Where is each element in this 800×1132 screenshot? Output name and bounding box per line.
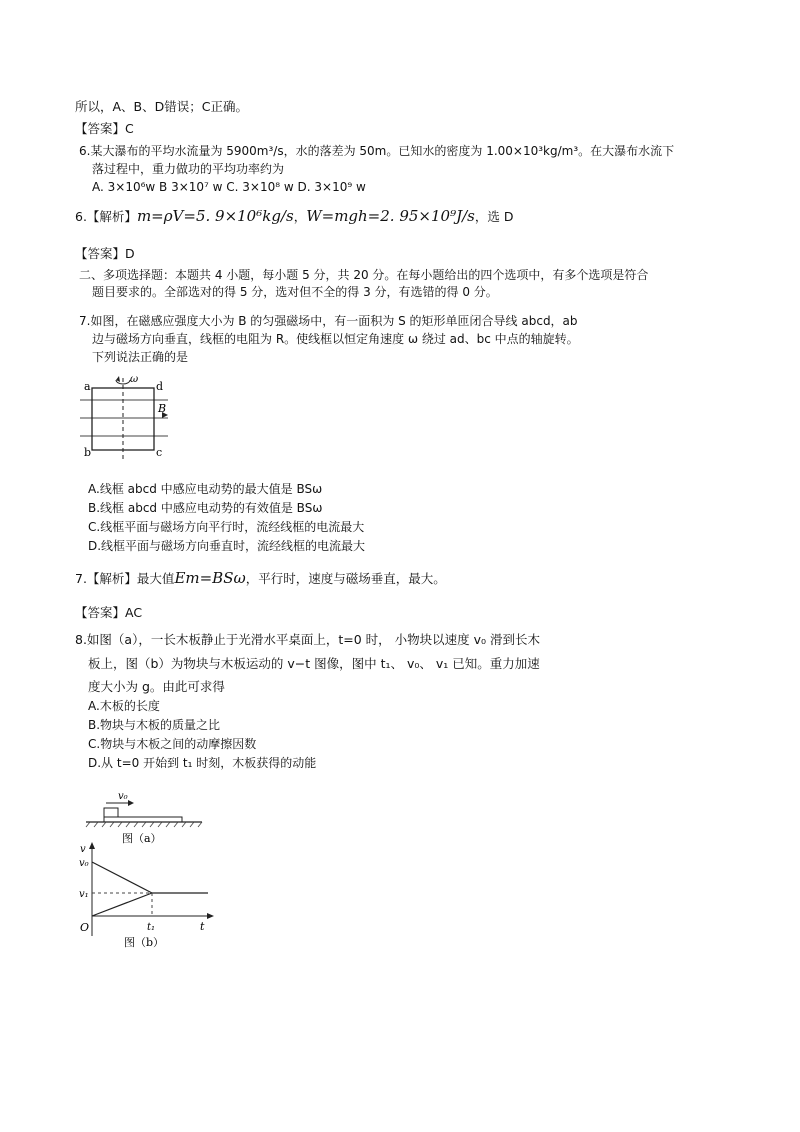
q8-figure-b [78,840,228,952]
figb-t1-label: t₁ [147,922,156,933]
block-vt-line [92,862,152,893]
q7-analysis [75,570,446,587]
q8-figure-a [80,788,210,848]
figb-v0-label: v₀ [79,858,89,869]
q6-analysis [75,208,513,225]
corner-d-label: d [156,380,164,393]
q6-stem-line1: 6.某大瀑布的平均水流量为 5900m³/s，水的落差为 50m。已知水的密度为 1.00×10³kg/m³。在大瀑布水流下 [79,144,675,158]
q8-option-a: A.木板的长度 [88,699,160,713]
q6-stem-line2: 落过程中，重力做功的平均功率约为 [92,162,285,176]
q7-option-c: C.线框平面与磁场方向平行时，流经线框的电流最大 [88,520,365,534]
q8-stem-line1: 8.如图（a），一长木板静止于光滑水平桌面上，t=0 时， 小物块以速度 v₀ 滑到长木 [75,632,540,647]
table-hatching [86,822,202,827]
q8-stem-line2: 板上，图（b）为物块与木板运动的 v−t 图像，图中 t₁、 v₀、 v₁ 已知。重力加速 [88,656,540,671]
q7-stem-line1: 7.如图，在磁感应强度大小为 B 的匀强磁场中，有一面积为 S 的矩形单匝闭合导线 abcd，ab [79,314,578,328]
prev-answer: 【答案】C [75,121,134,136]
q6-analysis-label: 6.【解析】 [75,209,137,224]
q6-formula-mass: m=ρV=5. 9×10⁶kg/s [136,207,294,225]
q7-option-d: D.线框平面与磁场方向垂直时，流经线框的电流最大 [88,539,366,553]
q8-option-b: B.物块与木板的质量之比 [88,718,221,732]
q7-formula: Em=BSω [174,569,246,587]
figb-t-label: t [200,920,205,933]
corner-c-label: c [156,446,163,459]
figb-v1-label: v₁ [79,889,89,900]
q7-analysis-label: 7.【解析】最大值 [75,571,175,586]
q7-stem-line2: 边与磁场方向垂直，线框的电阻为 R。使线框以恒定角速度 ω 绕过 ad、bc 中点的轴旋转。 [92,332,579,346]
block [104,808,118,817]
q7-analysis-rest: ，平行时，速度与磁场垂直，最大。 [245,571,446,586]
figb-caption: 图（b） [124,936,165,949]
corner-b-label: b [84,446,92,459]
q8-option-d: D.从 t=0 开始到 t₁ 时刻，木板获得的动能 [88,756,317,770]
q6-pick: ，选 D [474,209,514,224]
q6-answer: 【答案】D [75,246,135,261]
q7-stem-line3: 下列说法正确的是 [92,350,189,364]
t-axis-arrow-icon [207,913,214,919]
section2-line2: 题目要求的。全部选对的得 5 分，选对但不全的得 3 分，有选错的得 0 分。 [92,285,498,299]
q7-option-a: A.线框 abcd 中感应电动势的最大值是 BSω [88,482,323,496]
q7-option-b: B.线框 abcd 中感应电动势的有效值是 BSω [88,501,323,515]
field-b-label: B [158,402,167,415]
figa-v0-label: v₀ [118,791,128,802]
q7-answer: 【答案】AC [75,605,143,620]
figb-v-label: v [80,844,86,855]
board-vt-line [92,893,152,916]
q7-figure-loop [80,370,180,470]
q8-option-c: C.物块与木板之间的动摩擦因数 [88,737,257,751]
q6-formula-work: W=mgh=2. 95×10⁹J/s [306,207,475,225]
figa-caption: 图（a） [122,832,162,845]
velocity-arrowhead-icon [128,800,134,806]
prev-conclusion: 所以，A、B、D错误；C正确。 [75,99,248,114]
q6-separator: ， [293,209,307,224]
v-axis-arrow-icon [89,842,95,849]
q6-options: A. 3×10⁶w B 3×10⁷ w C. 3×10⁸ w D. 3×10⁹ w [92,180,366,194]
corner-a-label: a [84,380,91,393]
section2-line1: 二、多项选择题：本题共 4 小题，每小题 5 分，共 20 分。在每小题给出的四个选项中，有多个选项是符合 [79,268,649,282]
omega-label: ω [130,374,139,385]
figb-origin-label: O [80,921,90,934]
board [104,817,182,822]
q8-stem-line3: 度大小为 g。由此可求得 [88,679,225,694]
wire-loop [92,388,154,450]
